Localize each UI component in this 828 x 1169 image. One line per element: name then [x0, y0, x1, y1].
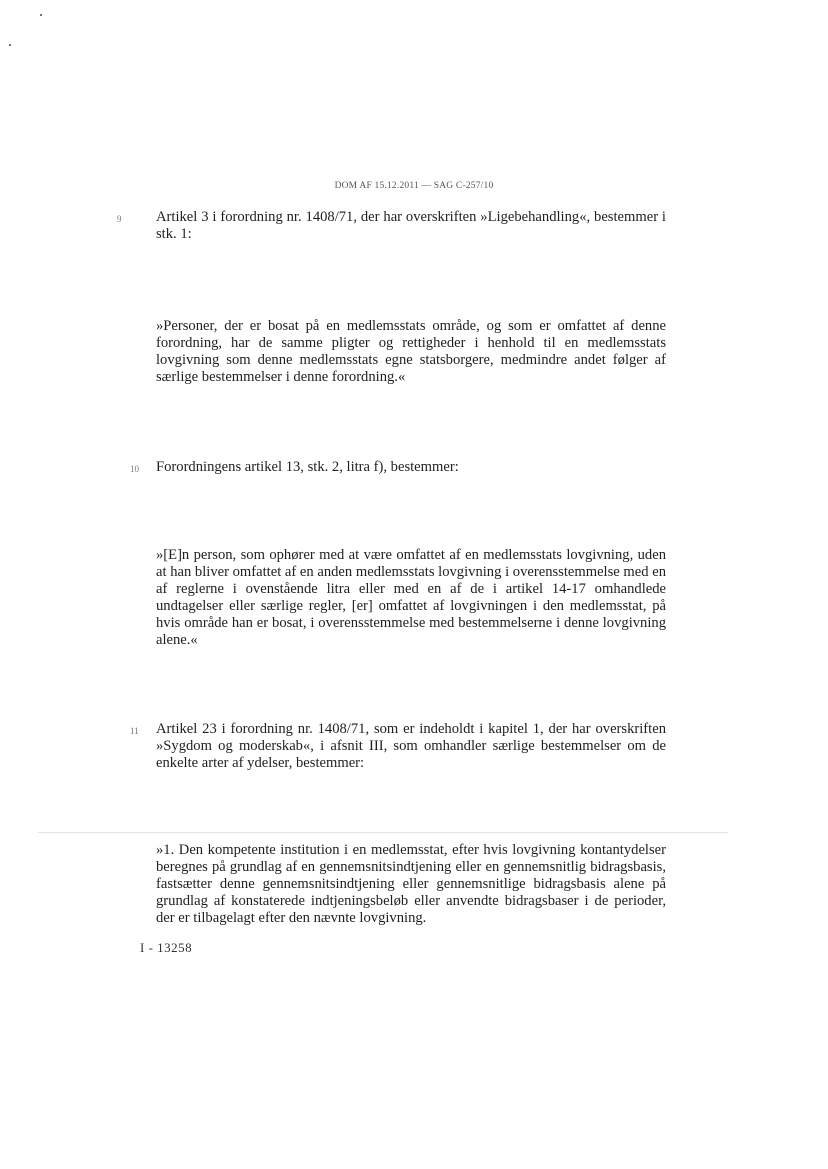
running-header: DOM AF 15.12.2011 — SAG C-257/10 [334, 181, 494, 191]
paragraph-intro: Artikel 23 i forordning nr. 1408/71, som er indeholdt i kapitel 1, der har overskriften »Sygdom og moderskab«, i afsnit III, som omhandler særlige bestemmelser om de enkelte arter af ydelser, bestemmer: [156, 721, 666, 771]
scan-speck [9, 44, 11, 46]
quoted-provision: »1. Den kompetente institution i en medlemsstat, efter hvis lovgivning kontantydelser beregnes på grundlag af en gennemsnitsindtjening eller en gennemsnitlig bidragsbasis, fastsætter denne gennemsnitsindtjening eller gennemsnitlige bidragsbasis alene på grundlag af konstaterede indtjeningsbeløb eller anvendte bidragsbaser i de perioder, der er tilbagelagt efter den nævnte lovgivning. [156, 842, 666, 926]
paragraph-number: 9 [117, 214, 122, 224]
quoted-provision: »[E]n person, som ophører med at være omfattet af en medlemsstats lovgivning, uden at han bliver omfattet af en anden medlemsstats lovgivning i overensstemmelse med en af reglerne i ovenstående litra eller med en af de i artikel 14-17 omhandlede undtagelser eller særlige regler, [er] omfattet af lovgivningen i den medlemsstat, på hvis område han er bosat, i overensstemmelse med bestemmelserne i denne lovgivning alene.« [156, 547, 666, 648]
scan-speck [40, 14, 42, 16]
page-number: I - 13258 [140, 940, 193, 955]
paragraph-number: 10 [130, 464, 139, 474]
paragraph-intro: Artikel 3 i forordning nr. 1408/71, der har overskriften »Ligebehandling«, bestemmer i stk. 1: [156, 209, 666, 242]
paragraph-number: 11 [130, 726, 139, 736]
paragraph-intro: Forordningens artikel 13, stk. 2, litra f), bestemmer: [156, 459, 459, 475]
quoted-provision: »Personer, der er bosat på en medlemsstats område, og som er omfattet af denne forordning, har de samme pligter og rettigheder i henhold til en medlemsstats lovgivning som denne medlemsstats egne statsborgere, medmindre andet følger af særlige bestemmelser i denne forordning.« [156, 318, 666, 385]
divider [38, 832, 728, 833]
